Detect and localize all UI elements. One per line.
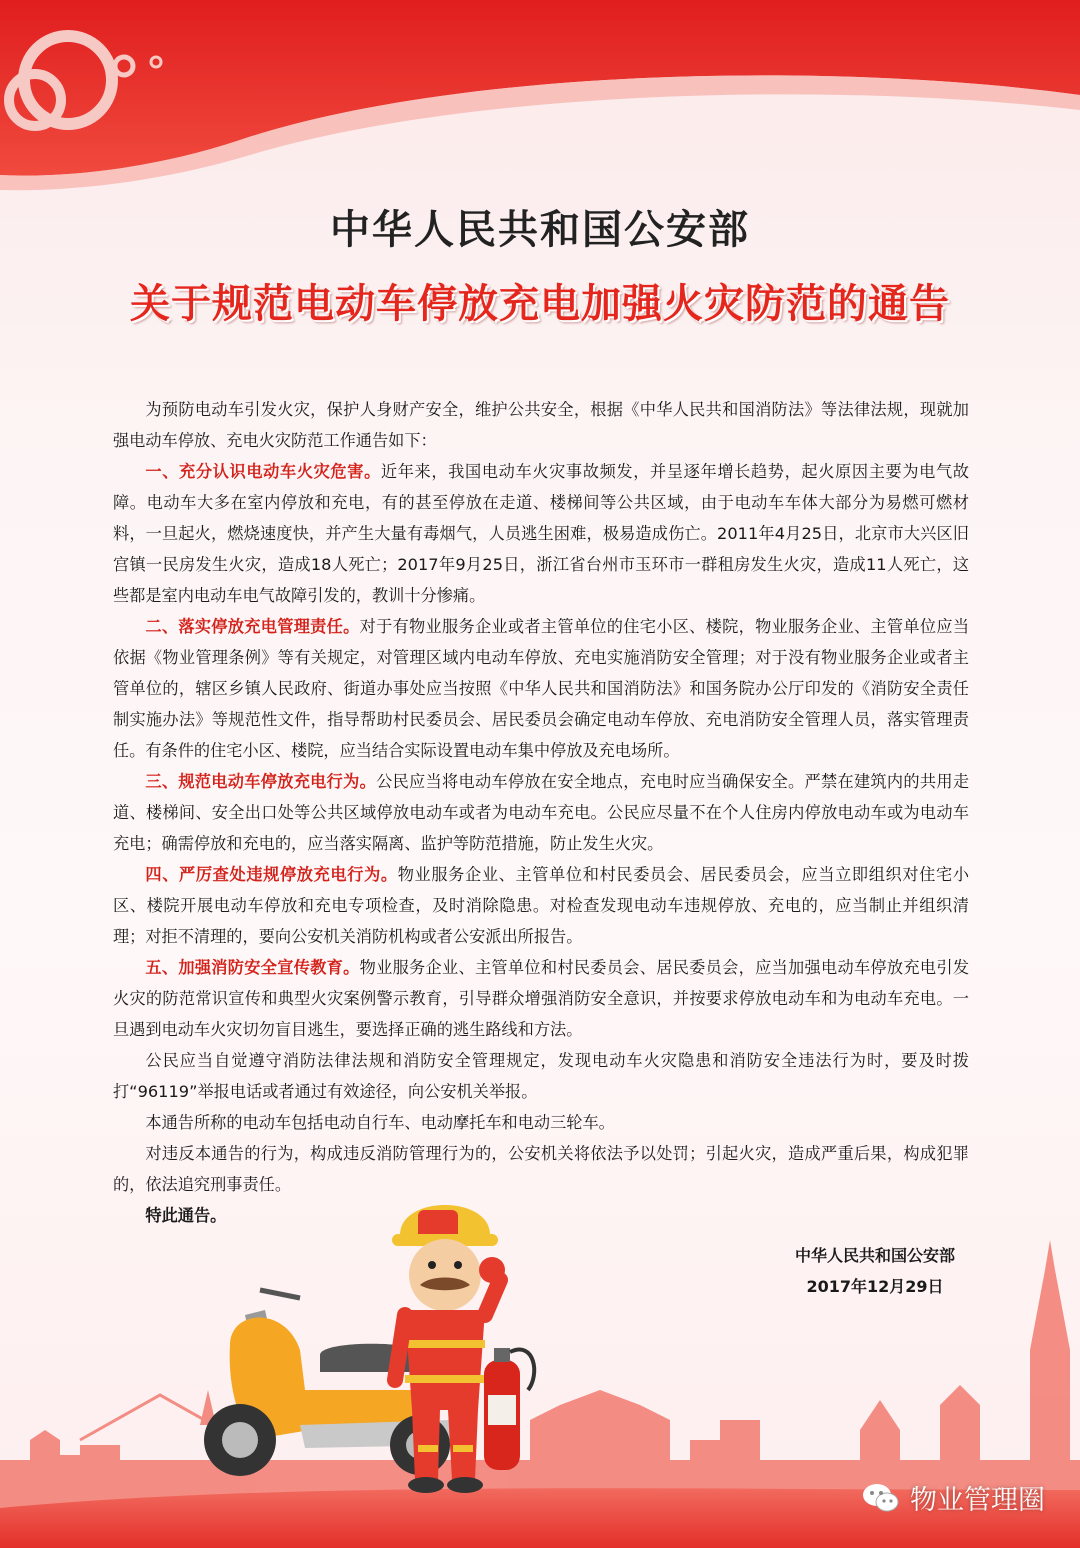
closing-text: 特此通告。: [145, 1206, 227, 1225]
section-5-text: 物业服务企业、主管单位和村民委员会、居民委员会，应当加强电动车停放充电引发火灾的防范常识宣传和典型火灾案例警示教育，引导群众增强消防安全意识，并按要求停放电动车和为电动车充电。一旦遇到电动车火灾切勿盲目逃生，要选择正确的逃生路线和方法。: [113, 958, 970, 1039]
section-4-text: 物业服务企业、主管单位和村民委员会、居民委员会，应当立即组织对住宅小区、楼院开展电动车停放和充电专项检查，及时消除隐患。对检查发现电动车违规停放、充电的，应当制止并组织清理；对拒不清理的，要向公安机关消防机构或者公安派出所报告。: [113, 865, 970, 946]
section-1-text: 近年来，我国电动车火灾事故频发，并呈逐年增长趋势，起火原因主要为电气故障。电动车大多在室内停放和充电，有的甚至停放在走道、楼梯间等公共区域，由于电动车车体大部分为易燃可燃材料，一旦起火，燃烧速度快，并产生大量有毒烟气，人员逃生困难，极易造成伤亡。2011年4月25日，北京市大兴区旧宫镇一民房发生火灾，造成18人死亡；2017年9月25日，浙江省台州市玉环市一群租房发生火灾，造成11人死亡，这些都是室内电动车电气故障引发的，教训十分惨痛。: [113, 462, 969, 605]
fire-extinguisher-icon: [484, 1348, 534, 1470]
section-2: [113, 611, 969, 766]
wechat-icon: [862, 1482, 900, 1514]
page-subtitle: 关于规范电动车停放充电加强火灾防范的通告: [130, 281, 950, 327]
page-title: 中华人民共和国公安部: [330, 207, 750, 253]
section-3: [113, 766, 969, 859]
section-3-heading: 三、规范电动车停放充电行为。: [145, 772, 377, 791]
section-2-text: 对于有物业服务企业或者主管单位的住宅小区、楼院，物业服务企业、主管单位应当依据《物业管理条例》等有关规定，对管理区域内电动车停放、充电实施消防安全管理；对于没有物业服务企业或者主管单位的，辖区乡镇人民政府、街道办事处应当按照《中华人民共和国消防法》和国务院办公厅印发的《消防安全责任制实施办法》等规范性文件，指导帮助村民委员会、居民委员会确定电动车停放、充电消防安全管理人员，落实管理责任。有条件的住宅小区、楼院，应当结合实际设置电动车集中停放及充电场所。: [113, 617, 970, 760]
section-1: [113, 456, 969, 611]
section-4-heading: 四、严厉查处违规停放充电行为。: [145, 865, 398, 884]
watermark-text: 物业管理圈: [910, 1485, 1045, 1516]
section-5-heading: 五、加强消防安全宣传教育。: [145, 958, 360, 977]
section-4: [113, 859, 969, 952]
section-3-text: 公民应当将电动车停放在安全地点，充电时应当确保安全。严禁在建筑内的共用走道、楼梯间、安全出口处等公共区域停放电动车或者为电动车充电。公民应尽量不在个人住房内停放电动车或为电动车充电；确需停放和充电的，应当落实隔离、监护等防范措施，防止发生火灾。: [113, 772, 970, 853]
notice-body: [113, 394, 969, 1231]
section-1-heading: 一、充分认识电动车火灾危害。: [145, 462, 381, 481]
paragraph-report: 公民应当自觉遵守消防法律法规和消防安全管理规定，发现电动车火灾隐患和消防安全违法行为时，要及时拨打“96119”举报电话或者通过有效途径，向公安机关举报。: [113, 1051, 969, 1101]
signature-org: 中华人民共和国公安部: [794, 1246, 955, 1265]
section-2-heading: 二、落实停放充电管理责任。: [145, 617, 360, 636]
intro-paragraph: 为预防电动车引发火灾，保护人身财产安全，维护公共安全，根据《中华人民共和国消防法》等法律法规，现就加强电动车停放、充电火灾防范工作通告如下：: [113, 400, 969, 450]
paragraph-penalty: 对违反本通告的行为，构成违反消防管理行为的，公安机关将依法予以处罚；引起火灾，造成严重后果，构成犯罪的，依法追究刑事责任。: [113, 1144, 969, 1194]
section-5: [113, 952, 969, 1045]
paragraph-scope: 本通告所称的电动车包括电动自行车、电动摩托车和电动三轮车。: [145, 1113, 615, 1132]
signature-date: 2017年12月29日: [806, 1277, 944, 1296]
top-banner: [0, 0, 1080, 200]
watermark: [862, 1478, 1045, 1517]
